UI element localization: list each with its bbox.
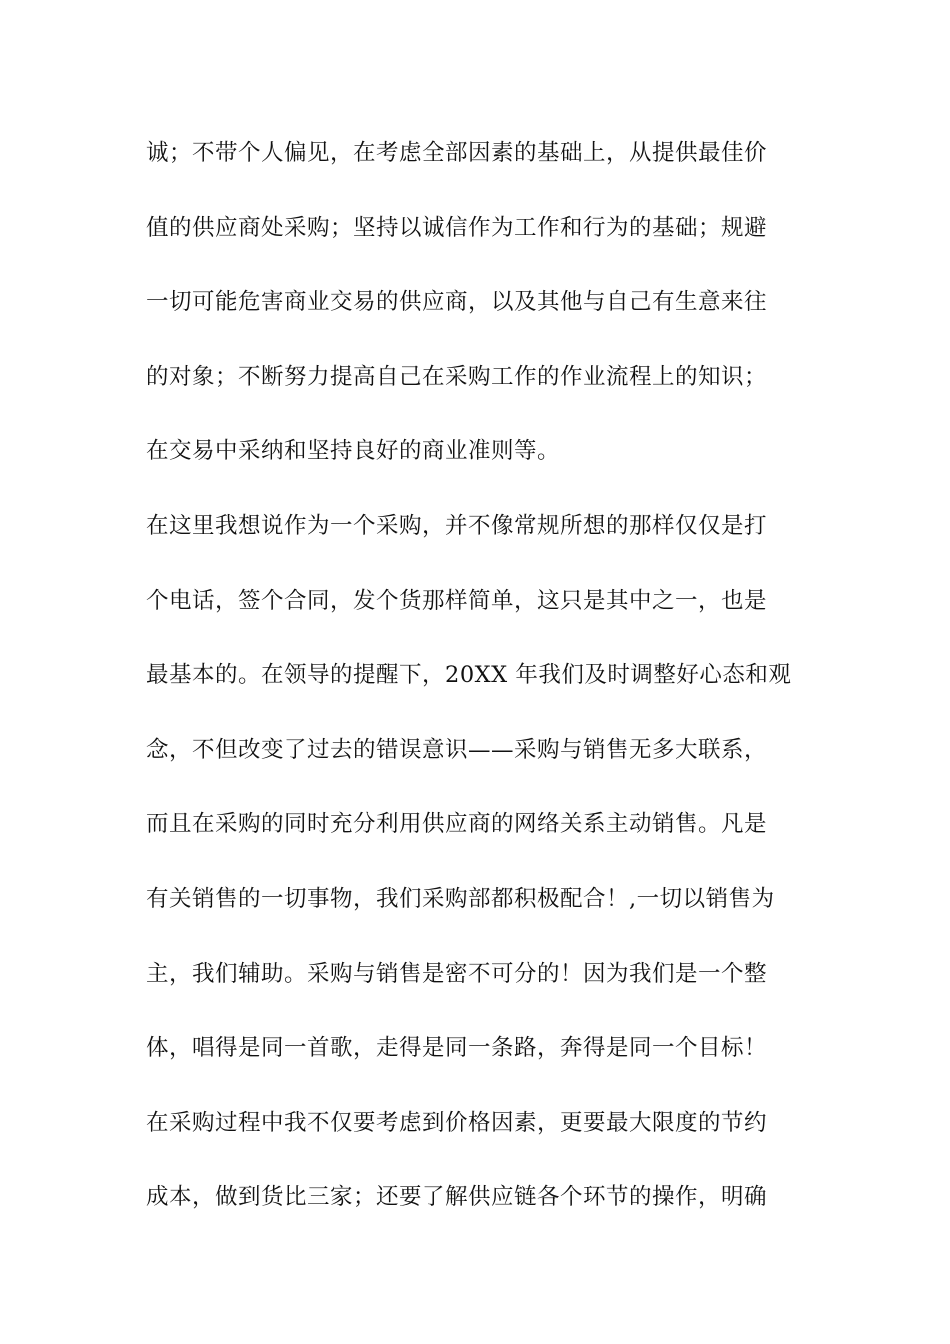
text-line: 在交易中采纳和坚持良好的商业准则等。 [146,438,561,465]
text-line: 体，唱得是同一首歌，走得是同一条路，奔得是同一个目标！ [146,1035,768,1062]
text-line: 有关销售的一切事物，我们采购部都积极配合！,一切以销售为 [146,885,775,912]
text-line: 念，不但改变了过去的错误意识——采购与销售无多大联系， [146,736,768,763]
text-line: 值的供应商处采购；坚持以诚信作为工作和行为的基础；规避 [146,214,768,241]
text-line: 主，我们辅助。采购与销售是密不可分的！因为我们是一个整 [146,960,768,987]
text-line: 个电话，签个合同，发个货那样简单，这只是其中之一，也是 [146,587,768,614]
text-line: 一切可能危害商业交易的供应商，以及其他与自己有生意来往 [146,289,768,316]
text-line: 而且在采购的同时充分利用供应商的网络关系主动销售。凡是 [146,811,768,838]
text-line: 在采购过程中我不仅要考虑到价格因素，更要最大限度的节约 [146,1109,768,1136]
text-line: 最基本的。在领导的提醒下，20XX 年我们及时调整好心态和观 [146,662,792,689]
body-text [146,128,806,1247]
text-line: 在这里我想说作为一个采购，并不像常规所想的那样仅仅是打 [146,512,768,539]
text-line: 成本，做到货比三家；还要了解供应链各个环节的操作，明确 [146,1184,768,1211]
text-line: 的对象；不断努力提高自己在采购工作的作业流程上的知识； [146,363,768,390]
text-line: 诚；不带个人偏见，在考虑全部因素的基础上，从提供最佳价 [146,140,768,166]
